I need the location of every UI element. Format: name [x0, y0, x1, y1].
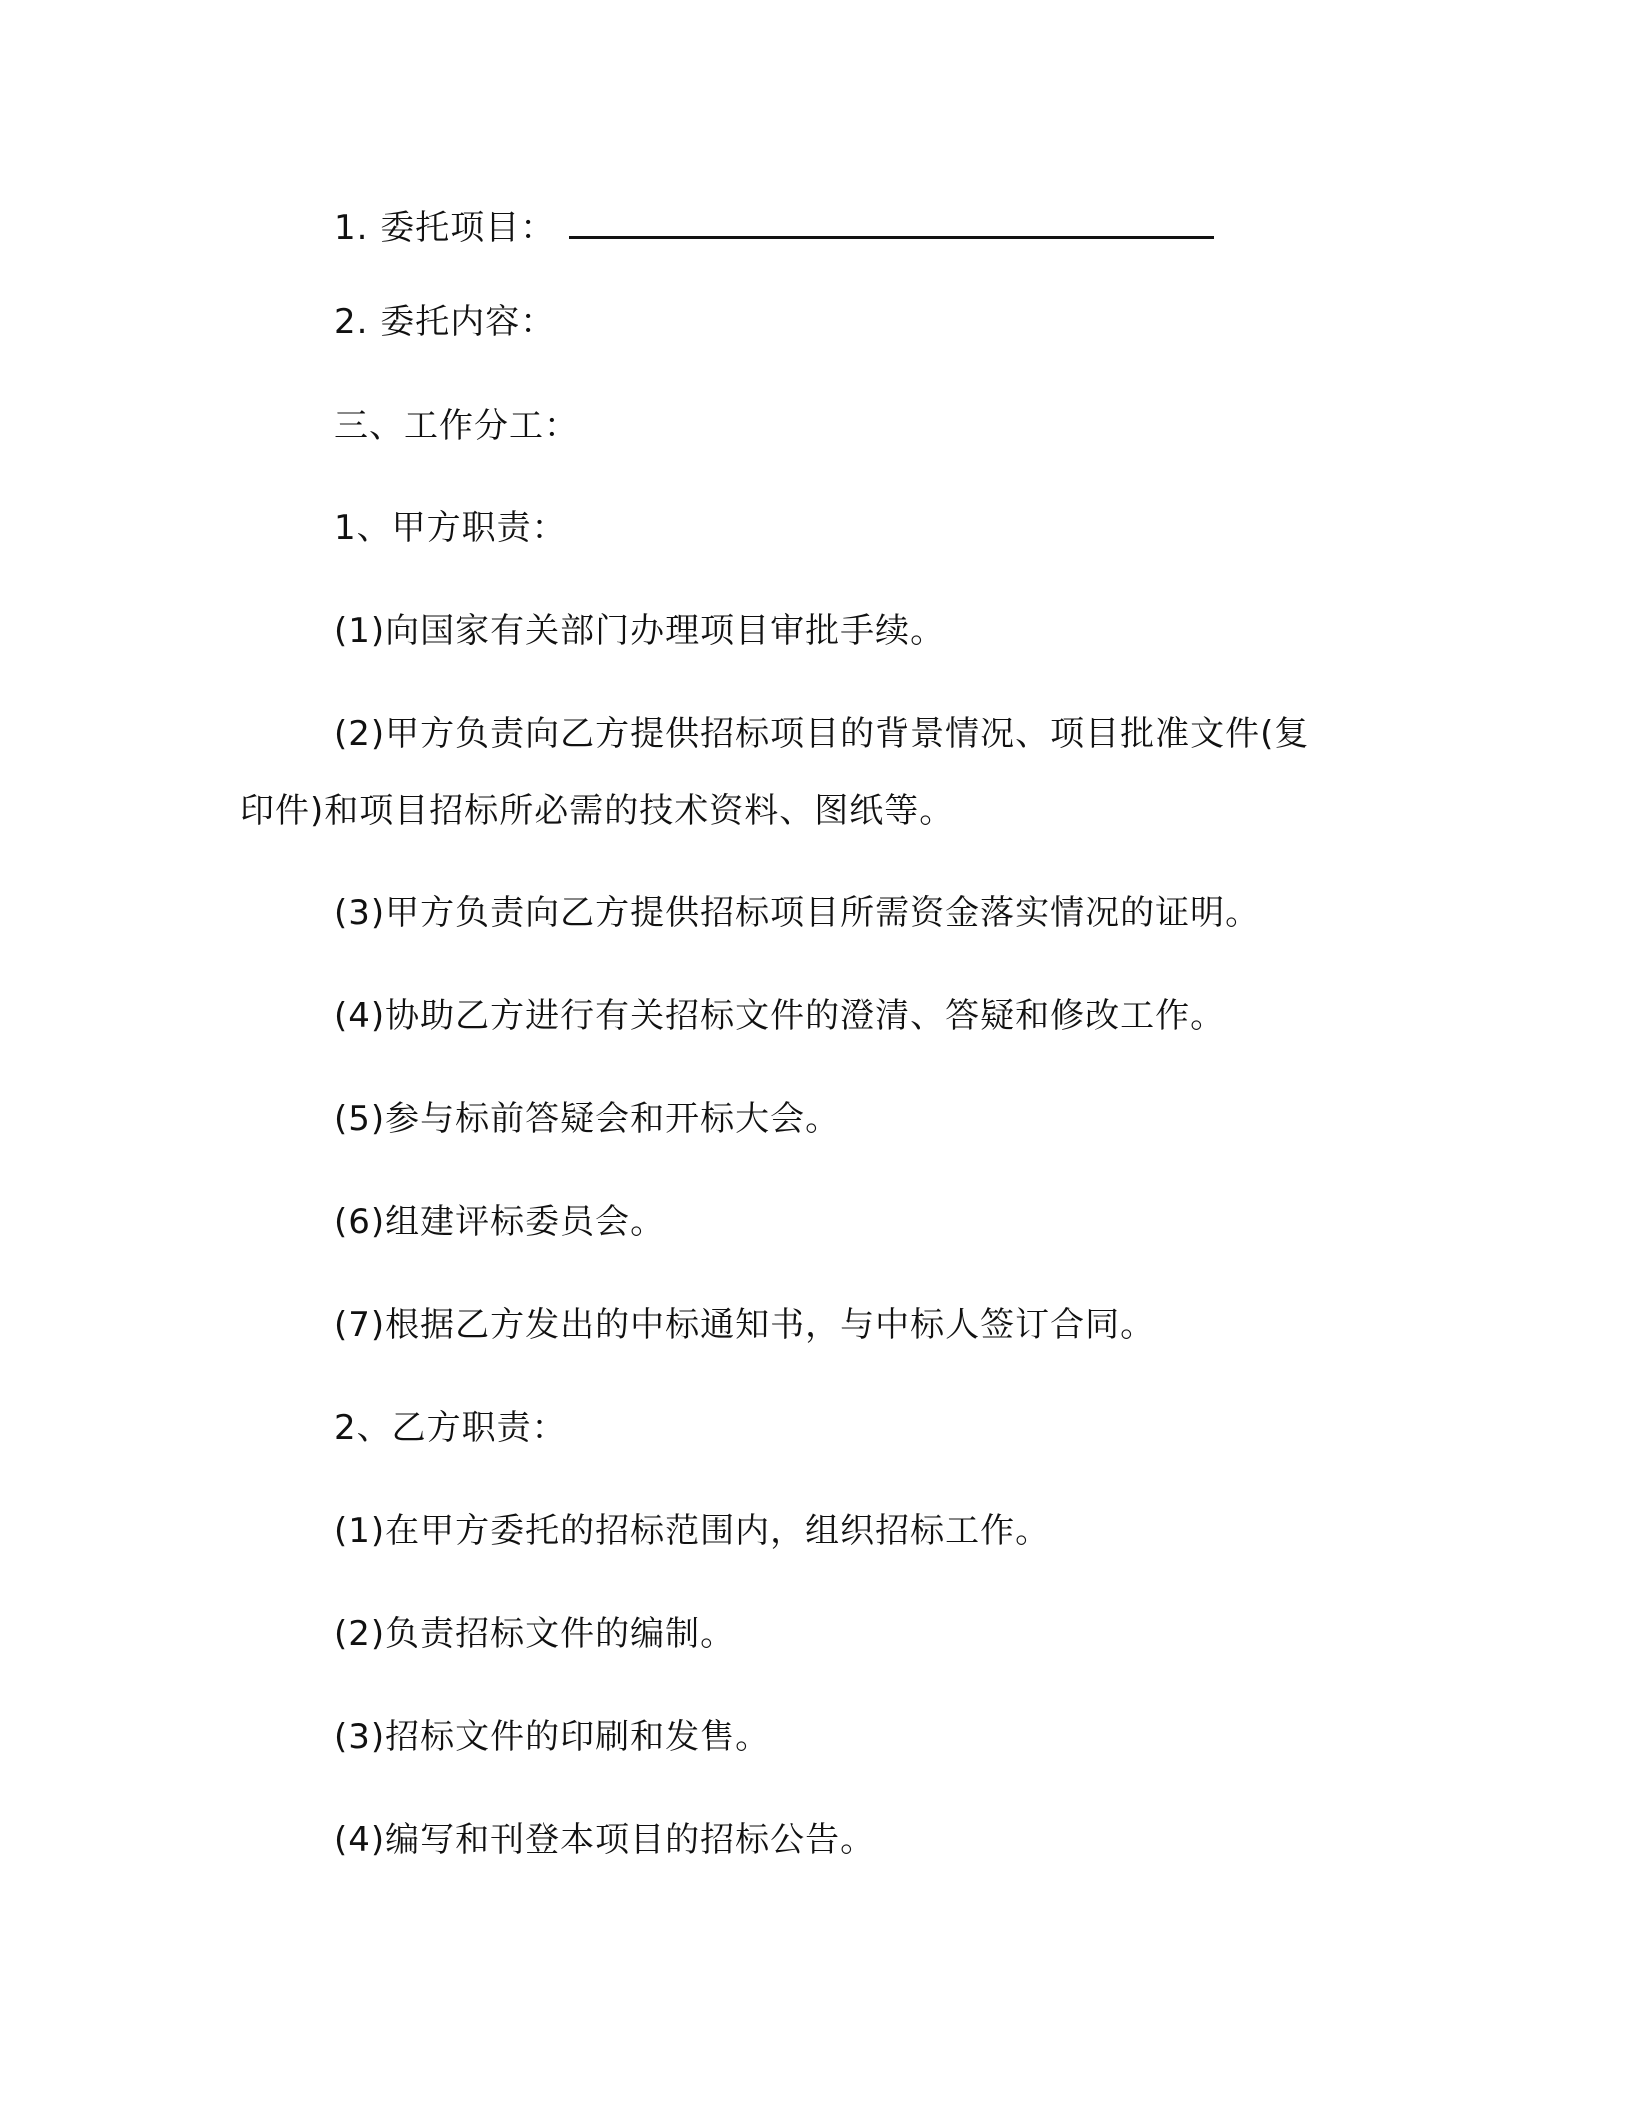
party-a-duty-1: (1)向国家有关部门办理项目审批手续。	[334, 611, 946, 651]
party-a-duty-6: (6)组建评标委员会。	[334, 1202, 666, 1242]
party-a-heading: 1、甲方职责：	[334, 508, 567, 548]
item-entrusted-content: 2. 委托内容：	[334, 302, 556, 342]
party-a-duty-4: (4)协助乙方进行有关招标文件的澄清、答疑和修改工作。	[334, 996, 1226, 1036]
section-heading-division-of-work: 三、工作分工：	[334, 406, 579, 446]
item-entrusted-project	[334, 202, 1214, 250]
item-entrusted-project-label: 1. 委托项目：	[334, 208, 556, 248]
party-b-duty-3: (3)招标文件的印刷和发售。	[334, 1717, 771, 1757]
party-a-duty-3: (3)甲方负责向乙方提供招标项目所需资金落实情况的证明。	[334, 893, 1261, 933]
party-a-duty-2: (2)甲方负责向乙方提供招标项目的背景情况、项目批准文件(复	[334, 714, 1310, 754]
party-b-heading: 2、乙方职责：	[334, 1408, 567, 1448]
party-a-duty-7: (7)根据乙方发出的中标通知书，与中标人签订合同。	[334, 1305, 1156, 1345]
fill-in-blank-line	[569, 202, 1214, 239]
party-a-duty-5: (5)参与标前答疑会和开标大会。	[334, 1099, 841, 1139]
party-b-duty-2: (2)负责招标文件的编制。	[334, 1614, 736, 1654]
party-a-duty-2-continued: 印件)和项目招标所必需的技术资料、图纸等。	[240, 791, 955, 831]
party-b-duty-4: (4)编写和刊登本项目的招标公告。	[334, 1820, 876, 1860]
party-b-duty-1: (1)在甲方委托的招标范围内，组织招标工作。	[334, 1511, 1051, 1551]
